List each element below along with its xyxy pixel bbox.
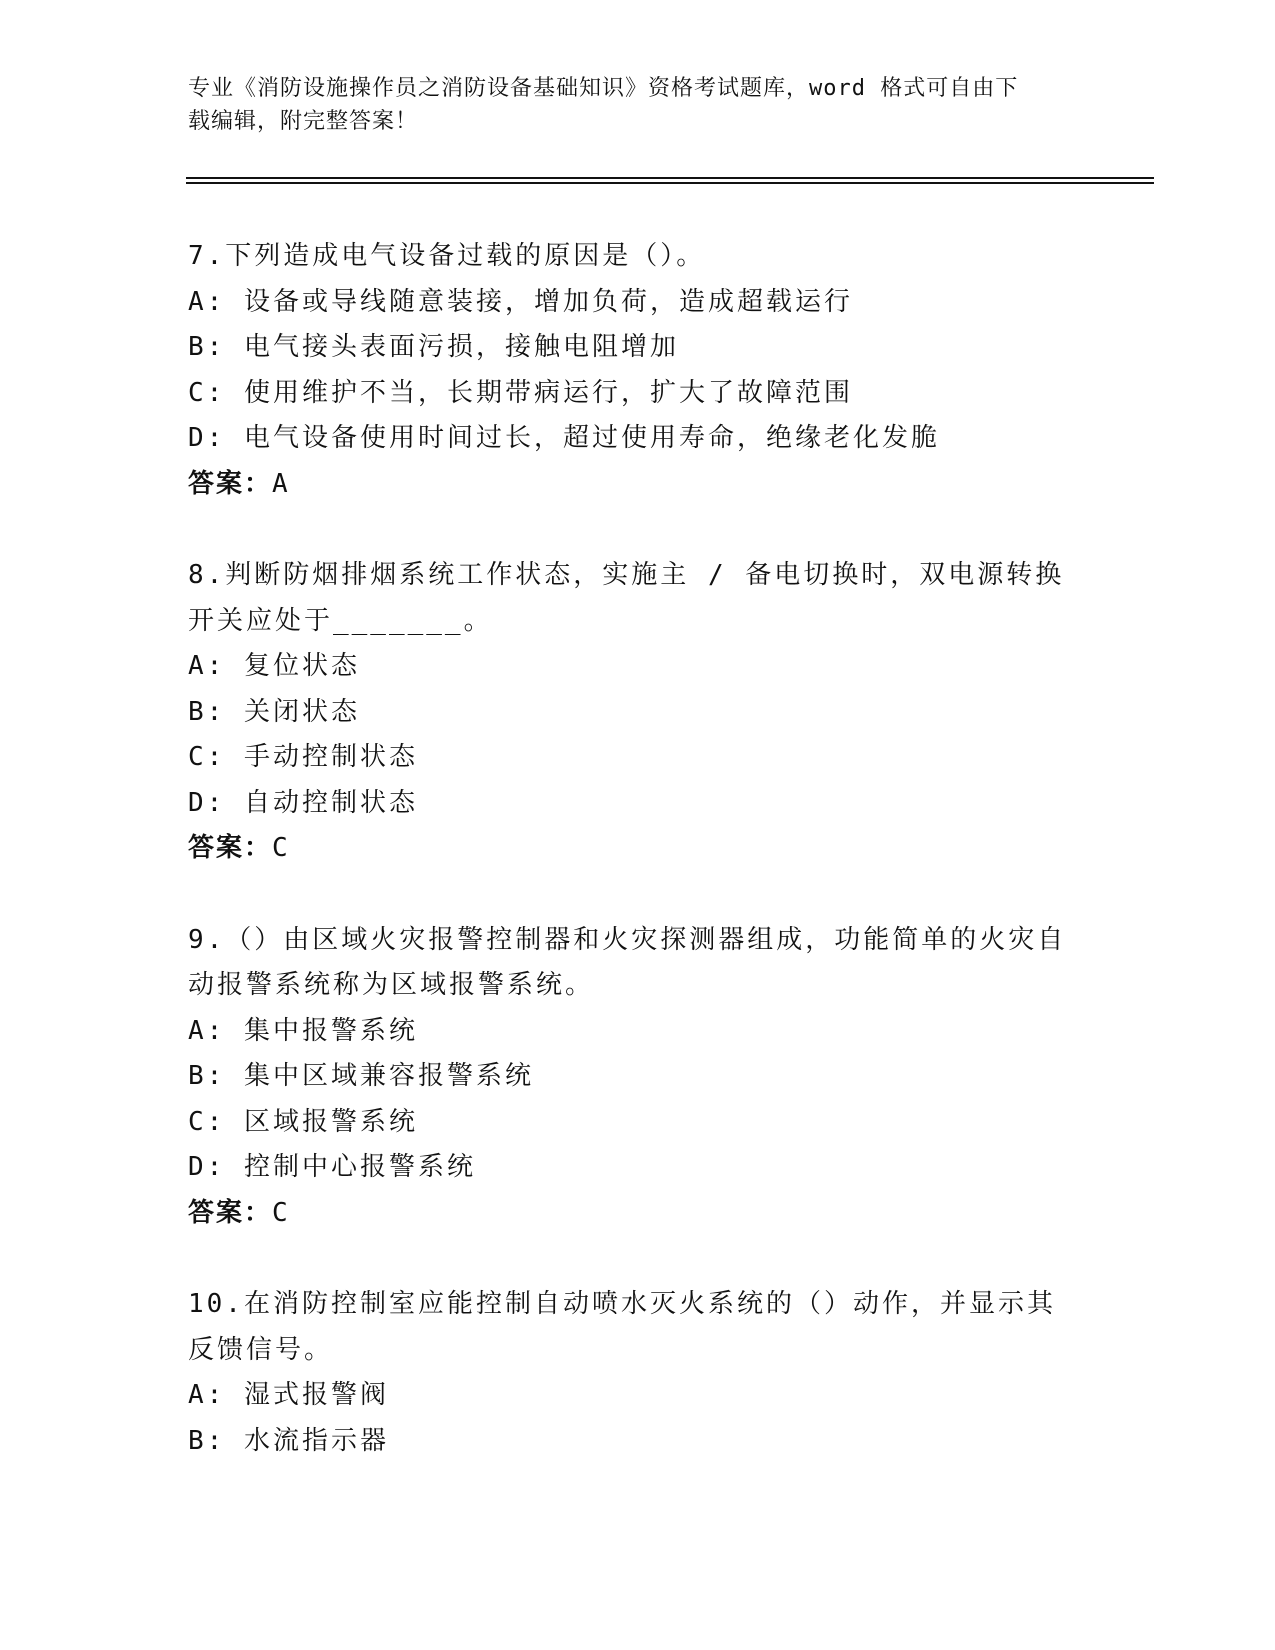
answer-value: C [272, 1197, 289, 1228]
question-8 [188, 553, 1088, 872]
option-d: D: 自动控制状态 [188, 787, 418, 818]
answer [188, 826, 1088, 872]
question-stem: 7.下列造成电气设备过载的原因是（）。 [188, 241, 706, 271]
option-b: B: 水流指示器 [188, 1425, 389, 1456]
option-c: C: 使用维护不当，长期带病运行，扩大了故障范围 [188, 377, 853, 408]
option-c: C: 区域报警系统 [188, 1106, 418, 1137]
header-divider-bottom [186, 182, 1154, 184]
question-stem: 9.（）由区域火灾报警控制器和火灾探测器组成，功能简单的火灾自动报警系统称为区域报警系统。 [188, 924, 1067, 1000]
intro-line-2: 载编辑，附完整答案！ [188, 109, 419, 134]
question-9 [188, 918, 1088, 1237]
question-7 [188, 234, 1088, 507]
option-a: A: 设备或导线随意装接，增加负荷，造成超载运行 [188, 286, 853, 317]
question-stem: 10.在消防控制室应能控制自动喷水灭火系统的（）动作，并显示其反馈信号。 [188, 1289, 1056, 1365]
answer [188, 1191, 1088, 1237]
answer-label: 答案： [188, 1197, 273, 1228]
document-intro [188, 72, 1068, 138]
option-d: D: 电气设备使用时间过长，超过使用寿命，绝缘老化发脆 [188, 423, 940, 453]
question-stem: 8.判断防烟排烟系统工作状态，实施主 / 备电切换时，双电源转换开关应处于_______。 [188, 560, 1065, 636]
answer-value: A [272, 468, 289, 499]
answer [188, 462, 1088, 508]
question-10 [188, 1282, 1088, 1464]
option-c: C: 手动控制状态 [188, 742, 418, 772]
option-d: D: 控制中心报警系统 [188, 1152, 476, 1182]
option-a: A: 集中报警系统 [188, 1015, 418, 1046]
option-b: B: 关闭状态 [188, 696, 360, 727]
header-divider-top [186, 177, 1154, 179]
answer-label: 答案： [188, 468, 273, 499]
option-a: A: 湿式报警阀 [188, 1380, 389, 1410]
option-b: B: 集中区域兼容报警系统 [188, 1061, 534, 1091]
option-a: A: 复位状态 [188, 651, 360, 681]
intro-line-1: 专业《消防设施操作员之消防设备基础知识》资格考试题库，word 格式可自由下 [188, 76, 1019, 101]
answer-label: 答案： [188, 833, 273, 863]
answer-value: C [272, 833, 289, 863]
question-list [188, 234, 1088, 1510]
option-b: B: 电气接头表面污损，接触电阻增加 [188, 332, 679, 362]
